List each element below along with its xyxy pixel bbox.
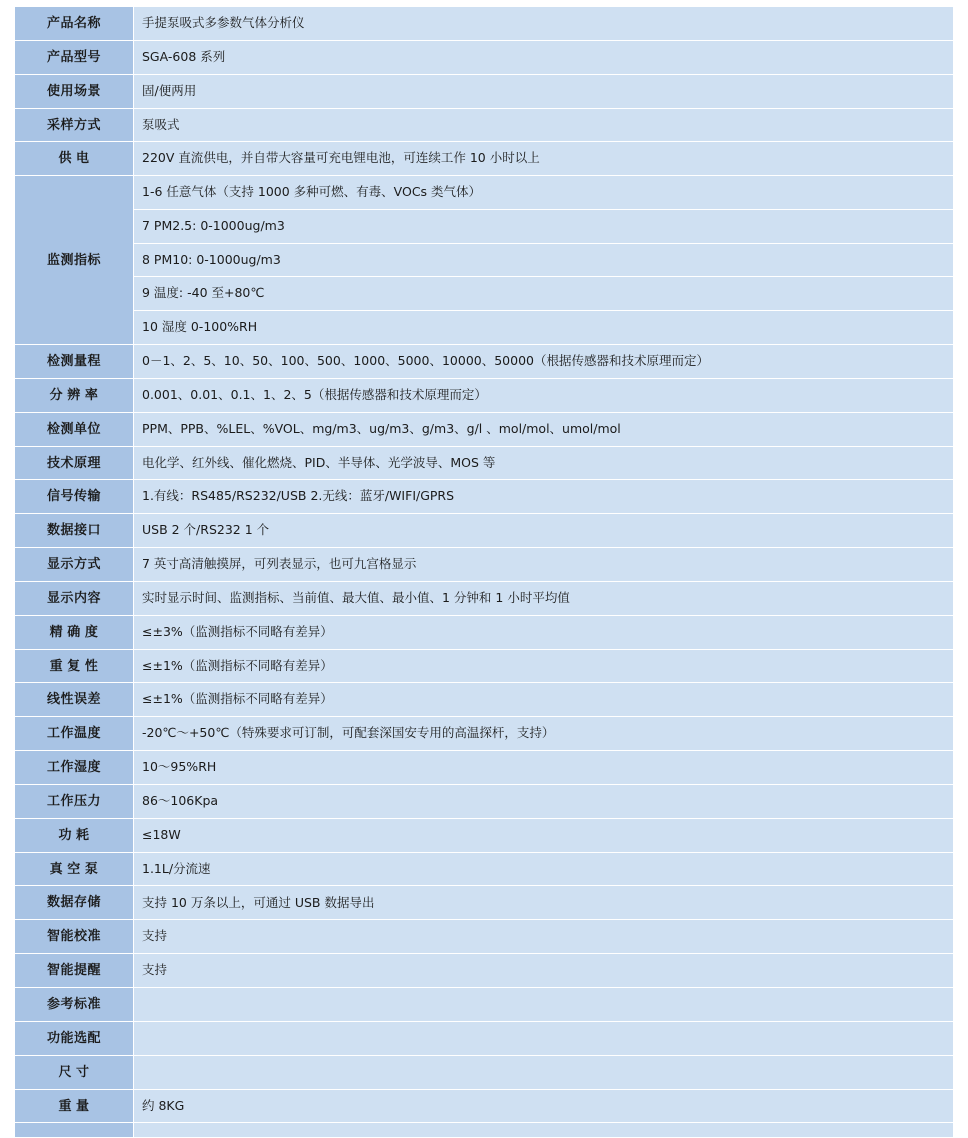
- row-label: 产品名称: [15, 7, 134, 41]
- row-value: USB 2 个/RS232 1 个: [134, 514, 954, 548]
- table-row: [15, 683, 954, 717]
- row-value: 10～95%RH: [134, 751, 954, 785]
- sub-value: 1-6 任意气体（支持 1000 多种可燃、有毒、VOCs 类气体）: [134, 176, 953, 210]
- row-value: 泵吸式: [134, 108, 954, 142]
- row-value: 1.1L/分流速: [134, 852, 954, 886]
- table-row: [15, 378, 954, 412]
- row-label: 参考标准: [15, 988, 134, 1022]
- row-value: 0.001、0.01、0.1、1、2、5（根据传感器和技术原理而定）: [134, 378, 954, 412]
- row-value: 手提泵吸式多参数气体分析仪: [134, 7, 954, 41]
- row-label: 智能校准: [15, 920, 134, 954]
- table-row-monitoring-index: [15, 176, 954, 345]
- row-label: 数据存储: [15, 886, 134, 920]
- row-label: 智能提醒: [15, 954, 134, 988]
- table-row: [15, 717, 954, 751]
- row-value: 电化学、红外线、催化燃烧、PID、半导体、光学波导、MOS 等: [134, 446, 954, 480]
- row-label: 工作温度: [15, 717, 134, 751]
- row-label: 功能选配: [15, 1021, 134, 1055]
- row-value: ≤±1%（监测指标不同略有差异）: [134, 649, 954, 683]
- row-value-group: [134, 176, 954, 345]
- row-label: 工作湿度: [15, 751, 134, 785]
- table-row: [15, 142, 954, 176]
- row-value: 支持 10 万条以上，可通过 USB 数据导出: [134, 886, 954, 920]
- table-row-optional-functions: [15, 1055, 954, 1089]
- row-value: 86～106Kpa: [134, 784, 954, 818]
- table-row: [15, 886, 954, 920]
- table-row: [15, 751, 954, 785]
- row-label: 重 复 性: [15, 649, 134, 683]
- table-row: [15, 40, 954, 74]
- row-label: 检测量程: [15, 344, 134, 378]
- table-row: [15, 344, 954, 378]
- row-label: 工作压力: [15, 784, 134, 818]
- table-row: [15, 548, 954, 582]
- table-row: [15, 988, 954, 1022]
- table-row: [15, 446, 954, 480]
- table-row: [15, 581, 954, 615]
- row-label: 信号传输: [15, 480, 134, 514]
- table-row: [15, 818, 954, 852]
- options-list: [134, 1065, 953, 1079]
- sub-value: 9 温度: -40 至+80℃: [134, 277, 953, 311]
- row-label: 线性误差: [15, 683, 134, 717]
- row-value: SGA-608 系列: [134, 40, 954, 74]
- row-label: 功 耗: [15, 818, 134, 852]
- table-row: [15, 108, 954, 142]
- row-label: 精 确 度: [15, 615, 134, 649]
- row-label: 供 电: [15, 142, 134, 176]
- table-row: [15, 920, 954, 954]
- row-label: 检测单位: [15, 412, 134, 446]
- row-label: 尺 寸: [15, 1055, 134, 1089]
- row-label: 技术原理: [15, 446, 134, 480]
- sub-value: 8 PM10: 0-1000ug/m3: [134, 244, 953, 278]
- row-value: 7 英寸高清触摸屏，可列表显示，也可九宫格显示: [134, 548, 954, 582]
- row-value: PPM、PPB、%LEL、%VOL、mg/m3、ug/m3、g/m3、g/l 、mol/mol、umol/mol: [134, 412, 954, 446]
- row-label: 产品型号: [15, 40, 134, 74]
- row-label: 监测指标: [15, 176, 134, 345]
- row-label: [15, 1123, 134, 1138]
- table-row: [15, 615, 954, 649]
- standards-list: [134, 1031, 953, 1045]
- row-value: ≤±1%（监测指标不同略有差异）: [134, 683, 954, 717]
- row-value: [134, 1123, 954, 1138]
- sub-value: 10 湿度 0-100%RH: [142, 319, 258, 335]
- row-label: 显示方式: [15, 548, 134, 582]
- row-value: 1.有线：RS485/RS232/USB 2.无线：蓝牙/WIFI/GPRS: [134, 480, 954, 514]
- row-label: 重 量: [15, 1089, 134, 1123]
- row-label: 使用场景: [15, 74, 134, 108]
- table-row: [15, 954, 954, 988]
- table-row: [15, 1089, 954, 1123]
- product-spec-table: [14, 6, 954, 1138]
- table-row: [15, 412, 954, 446]
- row-value: 约 8KG: [134, 1089, 954, 1123]
- table-row: [15, 649, 954, 683]
- table-row: [15, 7, 954, 41]
- row-value: ≤±3%（监测指标不同略有差异）: [134, 615, 954, 649]
- row-label: 分 辨 率: [15, 378, 134, 412]
- table-row-reference-standards: [15, 1021, 954, 1055]
- row-value-group: [134, 1021, 954, 1055]
- row-label: 显示内容: [15, 581, 134, 615]
- row-value: 0－1、2、5、10、50、100、500、1000、5000、10000、50000（根据传感器和技术原理而定）: [134, 344, 954, 378]
- row-value: 实时显示时间、监测指标、当前值、最大值、最小值、1 分钟和 1 小时平均值: [134, 581, 954, 615]
- table-row: [15, 852, 954, 886]
- row-value: [134, 988, 954, 1022]
- row-label: 采样方式: [15, 108, 134, 142]
- spec-table-body: [15, 7, 954, 1138]
- row-value: ≤18W: [134, 818, 954, 852]
- row-value: 支持: [134, 920, 954, 954]
- sub-value: 7 PM2.5: 0-1000ug/m3: [134, 210, 953, 244]
- row-value: -20℃～+50℃（特殊要求可订制，可配套深国安专用的高温探杆，支持）: [134, 717, 954, 751]
- table-row: [15, 514, 954, 548]
- row-label: 真 空 泵: [15, 852, 134, 886]
- table-row: [15, 1123, 954, 1138]
- row-value: 220V 直流供电，并自带大容量可充电锂电池，可连续工作 10 小时以上: [134, 142, 954, 176]
- row-value: 支持: [134, 954, 954, 988]
- row-value-group: [134, 1055, 954, 1089]
- table-row: [15, 74, 954, 108]
- row-value: 固/便两用: [134, 74, 954, 108]
- table-row: [15, 784, 954, 818]
- table-row: [15, 480, 954, 514]
- row-label: 数据接口: [15, 514, 134, 548]
